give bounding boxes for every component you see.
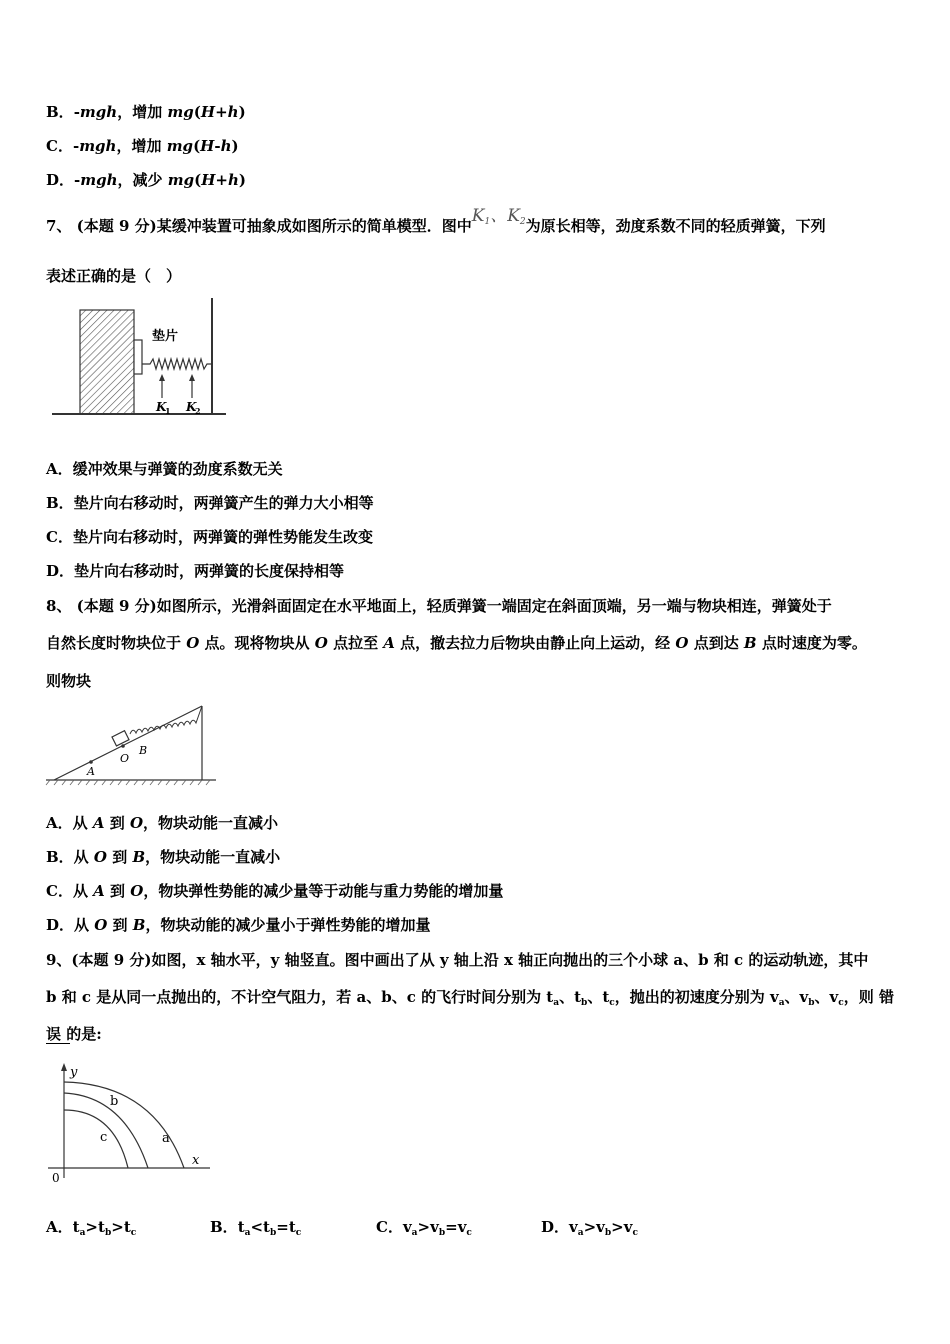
point-o	[121, 744, 125, 748]
pad-label: 垫片	[152, 329, 179, 344]
point-a	[89, 760, 93, 764]
q8-option-a: A．从 A 到 O，物块动能一直减小	[46, 814, 279, 832]
k2-label: K	[186, 400, 197, 414]
k1-label: K	[156, 400, 167, 414]
incline-surface	[54, 706, 202, 780]
label-o: O	[120, 752, 130, 765]
q6-option-b: B．-mgh，增加 mg(H+h)	[46, 103, 246, 121]
label-a: a	[162, 1131, 170, 1146]
q7-buffer-figure	[50, 296, 230, 426]
q9-option-a: A．$t_a>t_b>t_c$	[46, 1218, 137, 1238]
underline	[46, 1043, 70, 1044]
spring-k1-k2	[142, 359, 212, 369]
q9-stem-line1: 9、(本题 9 分)如图，x 轴水平，y 轴竖直。图中画出了从 y 轴上沿 x 轴正向抛出的三个小球 a、b 和 c 的运动轨迹，其中	[46, 951, 869, 969]
q8-stem-line1: 8、 (本题 9 分)如图所示，光滑斜面固定在水平地面上，轻质弹簧一端固定在斜面顶端，另一端与物块相连，弹簧处于	[46, 597, 832, 615]
spring	[130, 706, 202, 734]
label-b: B	[139, 744, 148, 757]
svg-text:2: 2	[195, 406, 201, 416]
trajectory-c	[64, 1110, 128, 1168]
pad	[134, 340, 142, 374]
q8-stem-line3: 则物块	[46, 672, 92, 690]
q9-stem-line2: b 和 c 是从同一点抛出的，不计空气阻力，若 a、b、c 的飞行时间分别为 $t_a$、$t_b$、$t_c$，抛出的初速度分别为 $v_a$、$v_b$、$v_c$，则 错	[46, 988, 894, 1008]
q9-option-c: C．$v_a>v_b=v_c$	[376, 1218, 472, 1238]
q7-option-a: A．缓冲效果与弹簧的劲度系数无关	[46, 460, 283, 478]
q7-option-d: D．垫片向右移动时，两弹簧的长度保持相等	[46, 562, 345, 580]
x-label: x	[192, 1153, 200, 1168]
q9-trajectory-figure	[44, 1060, 216, 1186]
q8-incline-figure	[44, 700, 220, 786]
label-a: A	[87, 765, 95, 778]
q6-option-c: C．-mgh，增加 mg(H-h)	[46, 137, 239, 155]
q8-stem-line2: 自然长度时物块位于 O 点。现将物块从 O 点拉至 A 点，撤去拉力后物块由静止向上运动，经 O 点到达 B 点时速度为零。	[46, 634, 867, 652]
origin-label: 0	[52, 1171, 60, 1185]
q9-option-d: D．$v_a>v_b>v_c$	[541, 1218, 638, 1238]
label-b: b	[110, 1094, 119, 1109]
buffer-block	[80, 310, 134, 414]
q6-option-d: D．-mgh，减少 mg(H+h)	[46, 171, 247, 189]
q8-option-c: C．从 A 到 O，物块弹性势能的减少量等于动能与重力势能的增加量	[46, 882, 504, 900]
svg-text:1: 1	[165, 406, 171, 416]
q7-stem-line1: 7、 (本题 9 分)某缓冲装置可抽象成如图所示的简单模型．图中$K_1$、$K_2$为原长相等，劲度系数不同的轻质弹簧，下列	[46, 206, 826, 235]
y-label: y	[70, 1065, 78, 1080]
label-c: c	[100, 1130, 108, 1145]
q7-option-b: B．垫片向右移动时，两弹簧产生的弹力大小相等	[46, 494, 374, 512]
q7-option-c: C．垫片向右移动时，两弹簧的弹性势能发生改变	[46, 528, 373, 546]
q8-option-d: D．从 O 到 B，物块动能的减少量小于弹性势能的增加量	[46, 916, 431, 934]
q9-option-b: B．$t_a<t_b=t_c$	[210, 1218, 302, 1238]
q8-option-b: B．从 O 到 B，物块动能一直减小	[46, 848, 281, 866]
q7-stem-line2: 表述正确的是（ ）	[46, 267, 182, 285]
q9-stem-line3: 误 的是:	[46, 1025, 102, 1043]
